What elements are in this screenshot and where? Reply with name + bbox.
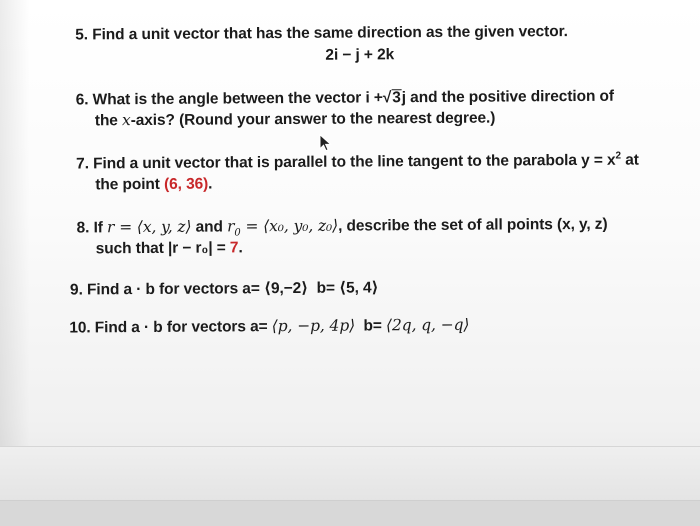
problem-text-start: Find a · b for vectors a=: [94, 318, 272, 337]
problem-text-line2-end: .: [238, 239, 243, 257]
problem-5: [75, 21, 635, 70]
axis-variable: x: [121, 111, 131, 130]
problem-text-mid: b=: [355, 317, 387, 335]
problem-9: [70, 275, 670, 300]
problem-text-line1-end: j and the positive direction of: [401, 87, 614, 107]
problem-6: [76, 85, 656, 131]
problem-number: 6.: [75, 91, 89, 109]
problem-text-line2-start: the: [94, 112, 118, 130]
problem-8: [77, 213, 677, 259]
problem-number: 5.: [75, 26, 89, 44]
distance-condition: |r − r₀| =: [167, 239, 230, 257]
problem-text-line1-start: What is the angle between the vector i +: [92, 89, 383, 109]
problem-7: [76, 149, 666, 195]
sqrt-symbol: √: [382, 89, 392, 107]
screen-bottom-edge: [0, 500, 700, 526]
problem-text-line2-end: .: [208, 175, 213, 193]
point-value: (6, 36): [163, 175, 209, 193]
vector-a: ⟨9,−2⟩: [263, 279, 309, 298]
problem-text-start: Find a · b for vectors a=: [86, 280, 265, 299]
problem-text-line2-start: the point: [95, 175, 165, 194]
problem-text-mid: b=: [308, 279, 340, 297]
problem-text-line1-end: , describe the set of all points (x, y, z): [338, 215, 608, 235]
r0-subscript: 0: [234, 227, 241, 239]
problem-number: 9.: [69, 281, 83, 299]
exponent: 2: [615, 150, 621, 162]
problem-text-line1-start: If: [93, 219, 108, 237]
problem-number: 7.: [76, 155, 89, 173]
r-definition: r = ⟨x, y, z⟩: [106, 217, 192, 237]
problem-text: Find a unit vector that has the same direction as the given vector.: [92, 23, 568, 44]
mouse-cursor-icon: [319, 134, 333, 152]
lower-blank-area: [0, 447, 700, 507]
problem-number: 8.: [76, 219, 90, 237]
sqrt-argument: 3: [392, 89, 401, 107]
r0-symbol: r: [226, 217, 235, 236]
vector-b: ⟨5, 4⟩: [339, 279, 379, 297]
problem-text-and: and: [191, 218, 228, 236]
problem-text-line2-end: -axis? (Round your answer to the nearest degree.): [130, 109, 496, 130]
problem-10: [69, 313, 669, 338]
radius-value: 7: [229, 239, 239, 257]
problem-text-line1: Find a unit vector that is parallel to the line tangent to the parabola y = x: [93, 151, 616, 173]
vector-b: ⟨2q, q, −q⟩: [385, 315, 470, 335]
problem-text-line1-end: at: [620, 151, 639, 169]
r0-definition: = ⟨x₀, y₀, z₀⟩: [240, 216, 339, 236]
vector-expression: 2i − j + 2k: [325, 46, 395, 64]
problem-number: 10.: [69, 319, 91, 337]
vector-a: ⟨p, −p, 4p⟩: [271, 316, 356, 336]
problem-text-line2-start: such that: [95, 239, 169, 258]
